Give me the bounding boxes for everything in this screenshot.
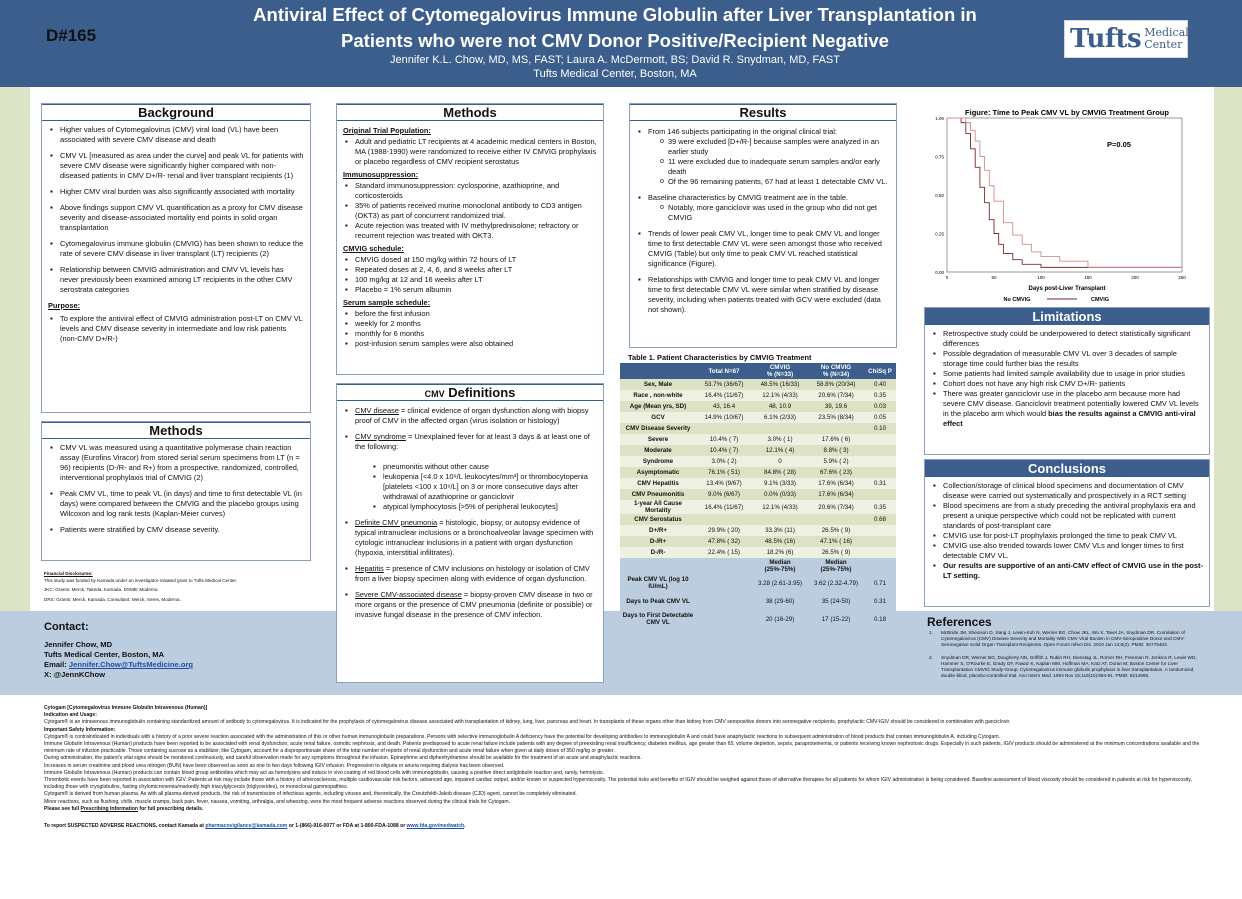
definitions-heading: CMV Definitions — [336, 384, 604, 401]
table-row: Days to Peak CMV VL 38 (29-60) 35 (24-50) 0.31 — [620, 592, 896, 610]
table-row: CMV Hepatitis 13.4% (9/67) 9.1% (3/33) 17.6% (6/34) 0.31 — [620, 478, 896, 489]
purpose-heading: Purpose: — [48, 301, 81, 310]
limitation-item: ▪ Possible degradation of measurable CMV VL over 3 decades of sample storage time could further bias the results — [931, 349, 1203, 369]
contact-email-link[interactable]: Jennifer.Chow@TuftsMedicine.org — [68, 660, 194, 669]
conclusions-section — [924, 459, 1210, 607]
safety-paragraph: Immune Globulin Intravenous (Human) products have been reported to be associated with renal dysfunction, acute renal failure, osmotic nephrosis, and death. Patients predisposed to acute renal failure include patients with any degree of preexisting renal insufficiency, diabetes mellitus, age greater than 65, volume depletion, sepsis, paraproteinemia, or patients receiving known nephrotoxic drugs. Especially in such patients, IGIV products should be administered at the minimum concentrations available and the minimum rate of infusion practicable. Those containing sucrose as a stabilizer, like Cytogam, account for a disproportionate share of the total number of reports of renal dysfunction and acute renal failure when given at daily doses of 350 mg/kg or greater. — [44, 741, 1200, 755]
table-row: Age (Mean yrs, SD) 43, 16.4 48, 10.9 39, 19.6 0.03 — [620, 401, 896, 412]
reference-item: 2. Snydman DR, Werner BG, Dougherty NN, Griffith J, Rubin RH, Dienstag JL, Rohrer RH, Freeman R, Jenkins R, Lewis WD, Hammer S, O'Rourke E, Grady GF, Fawaz K, Kaplan MM, Hoffman MA, Katz AT, Doran M; Boston Center for Liver Transplantation CMVIG Study Group. Cytomegalovirus immune globulin prophylaxis in liver transplantation. A randomized, double-blind, placebo-controlled trial. Ann Intern Med. 1993 Nov 15;119(10):984-91. PMID: 8214995. — [929, 654, 1197, 679]
prescribing-info-link[interactable]: Prescribing Information — [80, 805, 138, 812]
contact-block: Contact: Jennifer Chow, MD Tufts Medical Center, Boston, MA Email: Jennifer.Chow@TuftsMedicine.org X: @JennKChow — [44, 620, 294, 680]
km-figure — [922, 104, 1212, 306]
table-row: Days to First Detectable CMV VL 20 (16-29) 17 (15-22) 0.18 — [620, 610, 896, 628]
definitions-list: ▪ CMV disease = clinical evidence of organ dysfunction along with biopsy proof of CMV in the affected organ (virus isolation or histology) ▪ CMV syndrome = Unexplained fever for at least 3 days & at least one of the following: ▪ pneumonitis without other cause ▪ leukopenia [<4.0 x 10⁹/L leukocytes/mm³] or thrombocytopenia [platelets <100 x 10⁹/L] on 3 or more consecutive days after withdrawal of azathioprine or ganciclovir ▪ atypical lymphocytosis [>5% of peripheral leukocytes] ▪ Definite CMV pneumonia = histologic, biopsy, or autopsy evidence of typical intranuclear inclusions or a bronchoalveolar lavage specimen with cytologic intranuclear inclusions in a patient with organ dysfunction (hypoxia, interstitial infiltrates). ▪ Hepatitis = presence of CMV inclusions on histology or isolation of CMV from a liver biopsy specimen along with evidence of organ dysfunction. ▪ Severe CMV-associated disease = biopsy-proven CMV disease in two or more organs or the presence of CMV pneumonia (definite or possible) or invasive fungal disease in the presence of CMV infection. — [337, 401, 603, 620]
methods-item: ▪ Peak CMV VL, time to peak VL (in days) and time to first detectable VL (in days) were compared between the CMVIG and the placebo groups using Wilcoxon and log rank tests (Kaplan-Meier curves) — [48, 489, 304, 519]
background-section — [41, 103, 311, 413]
tufts-logo: Tufts Medical Center — [1064, 20, 1188, 58]
table-row: 1-year All Cause Mortality 16.4% (11/67) 12.1% (4/33) 20.6% (7/34) 0.35 — [620, 500, 896, 514]
table-row: D-/R- 22.4% ( 15) 18.2% (6) 26.5% ( 9) — [620, 547, 896, 558]
results-section — [629, 103, 897, 348]
side-stripe-right — [1214, 87, 1242, 611]
financial-disclosures: Financial Disclosures: This study was funded by Kamada under an investigator-initiated grant to Tufts Medical Center. JKC: Grants: Merck, Takeda, Kamada. DSMB: Moderna DRS: Grants: Merck, Kamada. Consultant: Merck, Seres, Moderna. — [44, 571, 238, 602]
x-tick-label: 0 — [945, 275, 949, 280]
x-tick-label: 150 — [1084, 275, 1092, 280]
km-line-cmvig — [947, 118, 1182, 267]
table-row: Median (25%-75%) Median (25%-75%) — [620, 558, 896, 574]
background-item: ▪ Relationship between CMVIG administration and CMV VL levels has never previously been examined among LT recipients in the other CMV serostrata categories — [48, 265, 304, 295]
serum-item: ▪ monthly for 6 months — [343, 329, 597, 339]
background-bullets — [42, 121, 310, 295]
table-row: Race , non-white 16.4% (11/67) 12.1% (4/33) 20.6% (7/34) 0.35 — [620, 390, 896, 401]
table-row: Severe 10.4% ( 7) 3.0% ( 1) 17.6% ( 6) — [620, 434, 896, 445]
table-row: GCV 14.9% (10/67) 6.1% (2/33) 23.5% (8/34) 0.05 — [620, 412, 896, 423]
plot-frame — [947, 118, 1182, 272]
reference-item: 1. McBride JM, Sheinson D, Jiang J, Lewin-Koh N, Werner BG, Chow JKL, Wu X, Tavel JA, Snydman DR. Correlation of Cytomegalovirus (CMV) Disease Severity and Mortality With CMV Viral Burden in CMV-Seropositive Donor and CMV-Seronegative Solid Organ Transplant Recipients. Open Forum Infect Dis. 2019 Jan 14;6(2). PMID: 30775403. — [929, 630, 1185, 648]
y-tick-label: 1.00 — [935, 116, 944, 121]
p-value-label: P=0.05 — [1107, 140, 1131, 149]
x-axis-label: Days post-Liver Transplant — [1028, 286, 1106, 292]
fda-medwatch-link[interactable]: www.fda.gov/medwatch — [406, 823, 465, 830]
y-tick-label: 0.75 — [935, 154, 944, 160]
methods-left-heading: Methods — [41, 422, 311, 439]
background-item: ▪ Higher CMV viral burden was also significantly associated with mortality — [48, 187, 304, 197]
safety-paragraph: Thrombotic events have been reported in association with IGIV. Patients at risk may include those with a history of atherosclerosis, multiple cardiovascular risk factors, advanced age, impaired cardiac output, and/or known or suspected hyperviscosity. The potential risks and benefits of IGIV should be weighed against those of alternative therapies for all patients for whom IGIV administration is being considered. Baseline assessment of blood viscosity should be considered in patients at risk for hyperviscosity, including those with cryoglobulins, fasting chylomicronemia/markedly high triacylglycerols (triglycerides), or monoclonal gammopathies. — [44, 777, 1192, 791]
purpose-item: ▪ To explore the antiviral effect of CMVIG administration post-LT on CMV VL levels and CMV disease severity in intermediate and low risk patients (non-CMV D+/R-) — [48, 314, 304, 344]
poster-title: Antiviral Effect of Cytomegalovirus Immune Globulin after Liver Transplantation in Patients who were not CMV Donor Positive/Recipient Negative — [253, 4, 977, 51]
serum-item: ▪ post-infusion serum samples were also obtained — [343, 339, 597, 349]
serum-item: ▪ weekly for 2 months — [343, 319, 597, 329]
table-row: D-/R+ 47.8% ( 32) 48.5% (16) 47.1% ( 16) — [620, 536, 896, 547]
x-tick-label: 200 — [1131, 275, 1139, 280]
references-heading: References — [927, 615, 992, 629]
km-chart — [922, 104, 1212, 306]
methods-left-section — [41, 421, 311, 561]
legend-no-cmvig: No CMVIG — [1003, 297, 1031, 303]
schedule-item: ▪ Repeated doses at 2, 4, 6, and 8 weeks after LT — [343, 265, 597, 275]
y-tick-label: 0.00 — [935, 270, 944, 275]
schedule-item: ▪ Placebo = 1% serum albumin — [343, 285, 597, 295]
conclusion-item: ▪ Collection/storage of clinical blood specimens and documentation of CMV disease were carried out systematically and prospectively in a RCT setting — [931, 481, 1203, 501]
limitations-heading: Limitations — [924, 308, 1210, 325]
syndrome-criterion: ▪ atypical lymphocytosis [>5% of peripheral leukocytes] — [371, 502, 597, 512]
results-subitem: o Of the 96 remaining patients, 67 had at least 1 detectable CMV VL. — [658, 177, 890, 187]
km-line-no-cmvig — [947, 118, 1182, 267]
table-row: CMV Serostatus 0.68 — [620, 514, 896, 525]
conclusion-item: ▪ CMVIG use for post-LT prophylaxis prolonged the time to peak CMV VL — [931, 531, 1203, 541]
references-list — [927, 630, 1209, 685]
background-item: ▪ Above findings support CMV VL quantification as a proxy for CMV disease severity and disease-associated mortality end points in solid organ transplantation — [48, 203, 304, 233]
methods-mid-section: Methods Original Trial Population: ▪ Adult and pediatric LT recipients at 4 academic medical centers in Boston, MA (1988-1990) were randomized to receive either IV CMVIG prophylaxis or placebo regardless of CMV recipient serostatus Immunosuppression: ▪ Standard immunosuppression: cyclosporine, azathioprine, and corticosteroids ▪ 35% of patients received murine monoclonal antibody to CD3 antigen (OKT3) as part of concurrent randomized trial. ▪ Acute rejection was treated with IV methylprednisolone; refractory or recurrent rejection was treated with OKT3. CMVIG schedule: ▪ CMVIG dosed at 150 mg/kg within 72 hours of LT ▪ Repeated doses at 2, 4, 6, and 8 weeks after LT ▪ 100 mg/kg at 12 and 16 weeks after LT ▪ Placebo = 1% serum albumin Serum sample schedule: ▪ before the first infusion ▪ weekly for 2 months ▪ monthly for 6 months ▪ post-infusion serum samples were also obtained — [336, 103, 604, 375]
contact-x-handle: X: @JennKChow — [44, 670, 105, 679]
limitation-item: ▪ Retrospective study could be underpowered to detect statistically significant differences — [931, 329, 1203, 349]
schedule-item: ▪ 100 mg/kg at 12 and 16 weeks after LT — [343, 275, 597, 285]
table-row: CMV Pneumonitis 9.0% (6/67) 0.0% (0/33) 17.6% (6/34) — [620, 489, 896, 500]
background-item: ▪ CMV VL [measured as area under the curve] and peak VL for patients with severe CMV disease were significantly higher compared with non-diseased patients in CMV D+/R- renal and liver transplant recipients (1) — [48, 151, 304, 181]
side-stripe-left — [0, 87, 30, 611]
results-bullets: ▪ From 146 subjects participating in the original clinical trial: o 39 were excluded [D+/R-] because samples were analyzed in an earlier study o 11 were excluded due to inadequate serum samples and/or early death o Of the 96 remaining patients, 67 had at least 1 detectable CMV VL. ▪ Baseline characteristics by CMVIG treatment are in the table. o Notably, more ganciclovir was used in the group who did not get CMVIG ▪ Trends of lower peak CMV VL, longer time to peak CMV VL and longer time to first detectable CMV VL were seen amongst those who received CMVIG (Table) but only time to peak CMV VL reached statistical significance (Figure). ▪ Relationships with CMVIG and longer time to peak CMV VL and longer time to first detectable CMV VL were similar when stratified by disease severity, including when patients treated with GCV were excluded (data not shown). — [630, 121, 896, 315]
table-row: CMV Disease Severity 0.10 — [620, 423, 896, 434]
table-row: Moderate 10.4% ( 7) 12.1% ( 4) 8.8% ( 3) — [620, 445, 896, 456]
y-tick-label: 0.25 — [935, 231, 944, 237]
poster-authors: Jennifer K.L. Chow, MD, MS, FAST; Laura A. McDermott, BS; David R. Snydman, MD, FAST Tufts Medical Center, Boston, MA — [390, 54, 840, 80]
results-subitem: o 11 were excluded due to inadequate serum samples and/or early death — [658, 157, 890, 177]
safety-paragraph: Immune Globulin Intravenous (Human) products can contain blood group antibodies which may act as hemolysins and induce in vivo coating of red blood cells with immunoglobulin, causing a positive direct antiglobulin reaction and, rarely, hemolysis. — [44, 769, 604, 776]
population-item: ▪ Adult and pediatric LT recipients at 4 academic medical centers in Boston, MA (1988-1990) were randomized to receive either IV CMVIG prophylaxis or placebo regardless of CMV recipient serostatus — [343, 137, 597, 167]
x-tick-label: 50 — [991, 275, 997, 280]
methods-item: ▪ CMV VL was measured using a quantitative polymerase chain reaction assay (Eurofins Viracor) from stored serial serum specimens from LT (n = 96) recipients (D-/R- and R+) from a prospective, randomized, controlled, interventional prophylaxis trial of CMVIG (2) — [48, 443, 304, 483]
definitions-section — [336, 383, 604, 683]
conclusion-item: ▪ Our results are supportive of an anti-CMV effect of CMVIG use in the post-LT setting. — [931, 561, 1203, 581]
background-heading: Background — [41, 104, 311, 121]
poster-id: D#165 — [46, 26, 97, 45]
safety-paragraph: Increases in serum creatinine and blood urea nitrogen (BUN) have been observed as soon as one to two days following IGIV infusion. Progression to oliguria or anuria requiring dialysis has been observed. — [44, 762, 505, 769]
serum-item: ▪ before the first infusion — [343, 309, 597, 319]
limitations-bullets — [925, 325, 1209, 429]
safety-paragraph: Minor reactions, such as flushing, chills, muscle cramps, back pain, fever, nausea, vomiting, arthralgia, and wheezing, were the most frequent adverse reactions observed during the clinical trials for Cytogam. — [44, 798, 511, 805]
table-row: Peak CMV VL (log 10 IU/mL) 3.28 (2.61-3.95) 3.62 (2.32-4.79) 0.71 — [620, 574, 896, 592]
methods-left-bullets — [42, 439, 310, 535]
table-row: D+/R+ 29.9% ( 20) 33.3% (11) 26.5% ( 9) — [620, 525, 896, 536]
characteristics-table: Total N=67 CMVIG % (N=33) No CMVIG % (N=34) ChiSq P Sex, Male 53.7% (36/67) 48.5% (16/33) 58.8% (20/34) 0.40 Race , non-white 16.4% (11/67) 12.1% (4/33) 20.6% (7/34) 0.35 Age (Mean yrs, SD) 43, 16.4 48, 10.9 39, 19.6 0.03 GCV 14.9% (10/67) 6.1% (2/33) 23.5% (8/34) 0.05 CMV Disease Severity 0.10 Severe 10.4% ( 7) 3.0% ( 1) 17.6% ( 6) Moderate 10.4% ( 7) 12.1% ( 4) 8.8% ( 3) Syndrome 3.0% ( 2) 0 5.9% ( 2) Asymptomatic 76.1% ( 51) 84.8% ( 28) 67.6% ( 23) CMV Hepatitis 13.4% (9/67) 9.1% (3/33) 17.6% (6/34) 0.31 CMV Pneumonitis 9.0% (6/67) 0.0% (0/33) 17.6% (6/34) 1-year All Cause Mortality 16.4% (11/67) 12.1% (4/33) 20.6% (7/34) 0.35 CMV Serostatus 0.68 D+/R+ 29.9% ( 20) 33.3% (11) 26.5% ( 9) D-/R+ 47.8% ( 32) 48.5% (16) 47.1% ( 16) D-/R- 22.4% ( 15) 18.2% (6) 26.5% ( 9) Median (25%-75%) Median (25%-75%) Peak CMV VL (log 10 IU/mL) 3.28 (2.61-3.95) 3.62 (2.32-4.79) 0.71 Days to Peak CMV VL 38 (29-60) 35 (24-50) 0.31 Days to First Detectable CMV VL 20 (16-29) 17 (15-22) 0.18 — [620, 363, 896, 628]
safety-paragraph: Cytogam® is derived from human plasma. As with all plasma-derived products, the risk of transmission of infectious agents, including viruses and, theoretically, the Creutzfeldt-Jakob disease (CJD) agent, cannot be completely eliminated. — [44, 791, 577, 798]
y-tick-label: 0.50 — [935, 193, 944, 198]
chart-title: Figure: Time to Peak CMV VL by CMVIG Treatment Group — [965, 108, 1169, 117]
kamada-email-link[interactable]: pharmacovigilance@kamada.com — [205, 823, 288, 830]
poster-header — [0, 0, 1242, 87]
table-row: Asymptomatic 76.1% ( 51) 84.8% ( 28) 67.6% ( 23) — [620, 467, 896, 478]
methods-item: ▪ Patients were stratified by CMV disease severity. — [48, 525, 304, 535]
table-row: Syndrome 3.0% ( 2) 0 5.9% ( 2) — [620, 456, 896, 467]
immunosuppression-item: ▪ Acute rejection was treated with IV methylprednisolone; refractory or recurrent rejection was treated with OKT3. — [343, 221, 597, 241]
background-item: ▪ Higher values of Cytomegalovirus (CMV) viral load (VL) have been associated with severe CMV disease and death — [48, 125, 304, 145]
limitation-item: ▪ Cohort does not have any high risk CMV D+/R- patients — [931, 379, 1203, 389]
prescribing-information: Cytogam [Cytomegalovirus Immune Globulin Intravenous (Human)] Indication and Usage: Cytogam® is an intravenous immunoglobulin containing standardized amount of antibody to cytomegalovirus. It is indicated for the prophylaxis of cytomegalovirus disease associated with transplantation of kidney, lung, liver, pancreas and heart. In transplants of these organs other than kidney from CMV seropositive donors into seronegative recipients, prophylactic CMV-IGIV should be considered in combination with ganciclovir. Important Safety Information: Cytogam® is contraindicated in individuals with a history of a prior severe reaction associated with the administration of this or other human immunoglobulin preparations. Persons with selective immunoglobulin A deficiency have the potential for developing antibodies to immunoglobulin A and could have anaphylactic reactions to subsequent administration of blood products that contain immunoglobulin A, including Cytogam. Immune Globulin Intravenous (Human) products have been reported to be associated with renal dysfunction, acute renal failure, osmotic nephrosis, and death. Patients predisposed to acute renal failure include patients with any degree of preexisting renal insufficiency, diabetes mellitus, age greater than 65, volume depletion, sepsis, paraproteinemia, or patients receiving known nephrotoxic drugs. Especially in such patients, IGIV products should be administered at the minimum concentrations available and the minimum rate of infusion practicable. Those containing sucrose as a stabilizer, like Cytogam, account for a disproportionate share of the total number of reports of renal dysfunction and acute renal failure when given at daily doses of 350 mg/kg or greater. During administration, the patient's vital signs should be monitored continuously, and careful observation made for any symptoms throughout the infusion. Epinephrine and diphenhydramine should be available for the treatment of an acute and anaphylactic reactions. Increases in serum creatinine and blood urea nitrogen (BUN) have been observed as soon as one to two days following IGIV infusion. Progression to oliguria or anuria requiring dialysis has been observed. Immune Globulin Intravenous (Human) products can contain blood group antibodies which may act as hemolysins and induce in vivo coating of red blood cells with immunoglobulin, causing a positive direct antiglobulin reaction and, rarely, hemolysis. Thrombotic events have been reported in association with IGIV. Patients at risk may include those with a history of atherosclerosis, multiple cardiovascular risk factors, advanced age, impaired cardiac output, and/or known or suspected hyperviscosity. The potential risks and benefits of IGIV should be weighed against those of alternative therapies for all patients for whom IGIV administration is being considered. Baseline assessment of blood viscosity should be considered in patients at risk for hyperviscosity, including those with cryoglobulins, fasting chylomicronemia/markedly high triacylglycerols (triglycerides), or monoclonal gammopathies. Cytogam® is derived from human plasma. As with all plasma-derived products, the risk of transmission of infectious agents, including viruses and, theoretically, the Creutzfeldt-Jakob disease (CJD) agent, cannot be completely eliminated. Minor reactions, such as flushing, chills, muscle cramps, back pain, fever, nausea, vomiting, arthralgia, and wheezing, were the most frequent adverse reactions observed during the clinical trials for Cytogam. Please see full Prescribing Information for full prescribing details. To report SUSPECTED ADVERSE REACTIONS, contact Kamada at pharmacovigilance@kamada.com or 1-(866)-916-0077 or FDA at 1-800-FDA-1088 or www.fda.gov/medwatch. — [44, 705, 1208, 830]
schedule-item: ▪ CMVIG dosed at 150 mg/kg within 72 hours of LT — [343, 255, 597, 265]
methods-mid-heading: Methods — [336, 104, 604, 121]
syndrome-criterion: ▪ leukopenia [<4.0 x 10⁹/L leukocytes/mm³] or thrombocytopenia [platelets <100 x 10⁹/L] on 3 or more consecutive days after withdrawal of azathioprine or ganciclovir — [371, 472, 597, 502]
table-title: Table 1. Patient Characteristics by CMVIG Treatment — [628, 353, 812, 362]
results-heading: Results — [629, 104, 897, 121]
results-subitem: o Notably, more ganciclovir was used in the group who did not get CMVIG — [658, 203, 890, 223]
conclusion-item: ▪ Blood specimens are from a study preceding the antiviral prophylaxis era and present a unique perspective which could not be replicated with current standards of post-transplant care — [931, 501, 1203, 531]
x-tick-label: 250 — [1178, 275, 1186, 280]
x-tick-label: 100 — [1037, 275, 1045, 280]
syndrome-criterion: ▪ pneumonitis without other cause — [371, 462, 597, 472]
conclusions-heading: Conclusions — [924, 460, 1210, 477]
safety-paragraph: Cytogam® is contraindicated in individuals with a history of a prior severe reaction associated with the administration of this or other human immunoglobulin preparations. Persons with selective immunoglobulin A deficiency have the potential for developing antibodies to immunoglobulin A and could have anaphylactic reactions to subsequent administration of blood products that contain immunoglobulin A, including Cytogam. — [44, 733, 1000, 740]
limitations-section — [924, 307, 1210, 455]
immunosuppression-item: ▪ 35% of patients received murine monoclonal antibody to CD3 antigen (OKT3) as part of concurrent randomized trial. — [343, 201, 597, 221]
limitation-item: ▪ Some patients had limited sample availability due to usage in prior studies — [931, 369, 1203, 379]
results-subitem: o 39 were excluded [D+/R-] because samples were analyzed in an earlier study — [658, 137, 890, 157]
conclusion-item: ▪ CMVIG use also trended towards lower CMV VLs and longer times to first detectable CMV VL. — [931, 541, 1203, 561]
immunosuppression-item: ▪ Standard immunosuppression: cyclosporine, azathioprine, and corticosteroids — [343, 181, 597, 201]
legend-cmvig: CMVIG — [1090, 297, 1110, 303]
background-item: ▪ Cytomegalovirus immune globulin (CMVIG) has been shown to reduce the rate of severe CMV disease in liver transplant (LT) recipients (2) — [48, 239, 304, 259]
conclusions-bullets — [925, 477, 1209, 581]
limitation-item: ▪ There was greater ganciclovir use in the placebo arm because more had severe CMV disease. Ganciclovir treatment potentially lowered CMV VL levels in the placebo arm which would bias the results against a CMVIG anti-viral effect — [931, 389, 1203, 429]
table-row: Sex, Male 53.7% (36/67) 48.5% (16/33) 58.8% (20/34) 0.40 — [620, 379, 896, 390]
purpose-bullets — [42, 312, 310, 344]
safety-paragraph: During administration, the patient's vital signs should be monitored continuously, and careful observation made for any symptoms throughout the infusion. Epinephrine and diphenhydramine should be available for the treatment of an acute and anaphylactic reactions. — [44, 755, 642, 762]
